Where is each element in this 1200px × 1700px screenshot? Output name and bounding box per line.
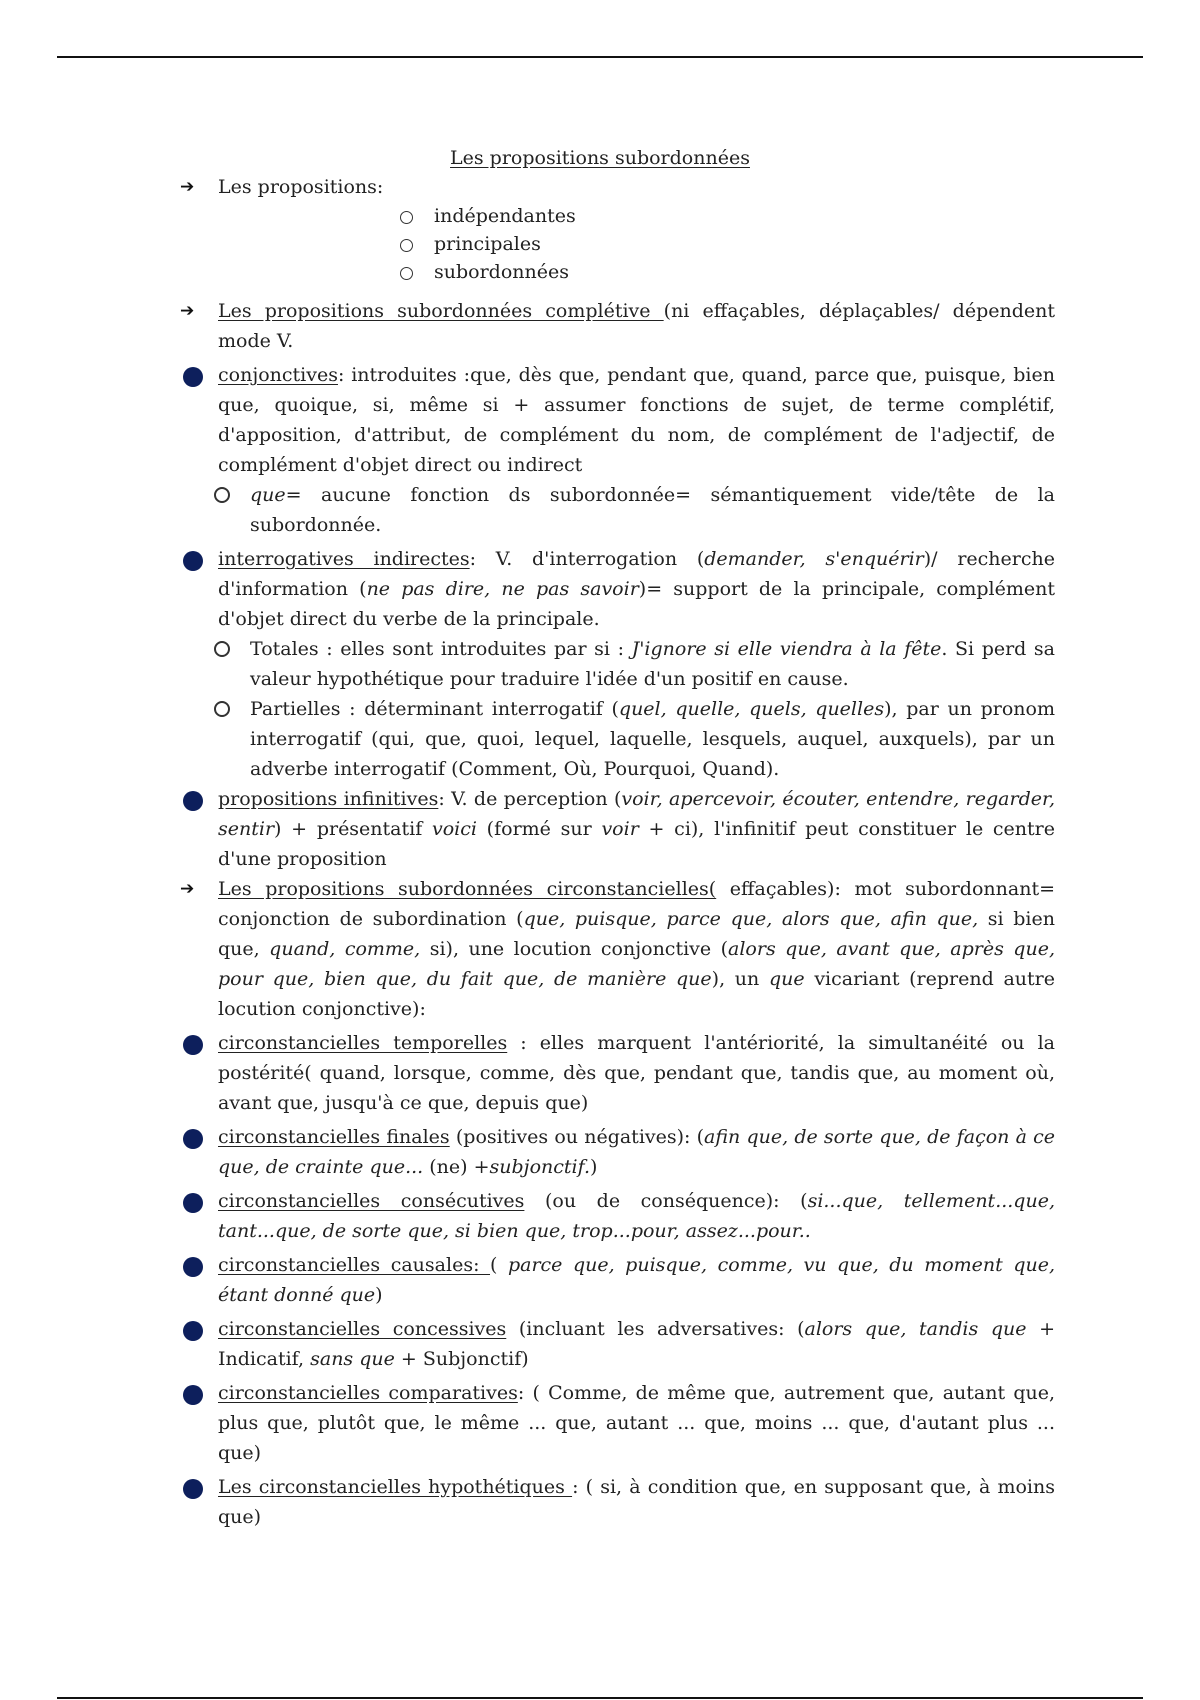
completives-heading: Les propositions subordonnées complétive [218,300,664,322]
document-body [180,172,1055,1532]
comparatives-term: circonstancielles comparatives [218,1382,518,1404]
conjonctives-item: conjonctives: introduites :que, dès que, pendant que, quand, parce que, puisque, bien que, quoique, si, même si + assumer fonctions de sujet, de terme complétif, d'apposition, d'attribut, de complément du nom, de complément de l'adjectif, de complément d'objet direct ou indirect [180,360,1055,480]
consecutives-term: circonstancielles consécutives [218,1190,525,1212]
list-item: indépendantes [400,202,1055,230]
hypothetiques-item: Les circonstancielles hypothétiques : ( si, à condition que, en supposant que, à moins que) [180,1472,1055,1532]
finales-term: circonstancielles finales [218,1126,450,1148]
proposition-types-list [400,202,1055,286]
interrogatives-item: interrogatives indirectes: V. d'interrogation (demander, s'enquérir)/ recherche d'information (ne pas dire, ne pas savoir)= support de la principale, complément d'objet direct du verbe de la principale. [180,544,1055,634]
infinitives-item: propositions infinitives: V. de perception (voir, apercevoir, écouter, entendre, regarder, sentir) + présentatif voici (formé sur voir + ci), l'infinitif peut constituer le centre d'une proposition [180,784,1055,874]
intro-item [180,172,1055,202]
hypothetiques-term: Les circonstancielles hypothétiques [218,1476,573,1498]
dot-bullet-icon [183,1321,203,1341]
arrow-icon: ➔ [180,879,195,899]
page-title: Les propositions subordonnées [450,147,750,169]
totales-subitem: Totales : elles sont introduites par si : J'ignore si elle viendra à la fête. Si perd sa valeur hypothétique pour traduire l'idée d'un positif en cause. [214,634,1055,694]
concessives-term: circonstancielles concessives [218,1318,507,1340]
dot-bullet-icon [183,791,203,811]
dot-bullet-icon [183,1385,203,1405]
circle-bullet-icon [400,211,413,224]
temporelles-term: circonstancielles temporelles [218,1032,508,1054]
circle-bullet-icon [400,239,413,252]
circonstancielles-item: ➔ Les propositions subordonnées circonstancielles( effaçables): mot subordonnant= conjonction de subordination (que, puisque, parce que, alors que, afin que, si bien que, quand, comme, si), une locution conjonctive (alors que, avant que, après que, pour que, bien que, du fait que, de manière que), un que vicariant (reprend autre locution conjonctive): [180,874,1055,1024]
dot-bullet-icon [183,1193,203,1213]
causales-item: circonstancielles causales: ( parce que, puisque, comme, vu que, du moment que, étant donné que) [180,1250,1055,1310]
infinitives-term: propositions infinitives [218,788,439,810]
interrogatives-term: interrogatives indirectes [218,548,470,570]
dot-bullet-icon [183,1257,203,1277]
dot-bullet-icon [183,551,203,571]
circle-bullet-icon [400,267,413,280]
circle-bullet-icon [214,701,230,717]
finales-item: circonstancielles finales (positives ou négatives): (afin que, de sorte que, de façon à ce que, de crainte que... (ne) +subjonctif.) [180,1122,1055,1182]
consecutives-item: circonstancielles consécutives (ou de conséquence): (si...que, tellement...que, tant...que, de sorte que, si bien que, trop...pour, assez...pour.. [180,1186,1055,1246]
circonstancielles-heading: Les propositions subordonnées circonstancielles( [218,878,717,900]
circle-bullet-icon [214,487,230,503]
arrow-icon: ➔ [180,177,195,197]
dot-bullet-icon [183,1479,203,1499]
completives-item: ➔ Les propositions subordonnées complétive (ni effaçables, déplaçables/ dépendent mode V. [180,296,1055,356]
concessives-item: circonstancielles concessives (incluant les adversatives: (alors que, tandis que + Indicatif, sans que + Subjonctif) [180,1314,1055,1374]
conjonctives-term: conjonctives [218,364,338,386]
arrow-icon: ➔ [180,301,195,321]
circle-bullet-icon [214,641,230,657]
comparatives-item: circonstancielles comparatives: ( Comme, de même que, autrement que, autant que, plus que, plutôt que, le même ... que, autant ... que, moins ... que, d'autant plus ... que) [180,1378,1055,1468]
list-item: principales [400,230,1055,258]
partielles-subitem: Partielles : déterminant interrogatif (quel, quelle, quels, quelles), par un pronom interrogatif (qui, que, quoi, lequel, laquelle, lesquels, auquel, auxquels), par un adverbe interrogatif (Comment, Où, Pourquoi, Quand). [214,694,1055,784]
temporelles-item: circonstancielles temporelles : elles marquent l'antériorité, la simultanéité ou la postérité( quand, lorsque, comme, dès que, pendant que, tandis que, au moment où, avant que, jusqu'à ce que, depuis que) [180,1028,1055,1118]
conjonctives-subitem: que= aucune fonction ds subordonnée= sémantiquement vide/tête de la subordonnée. [214,480,1055,540]
bottom-rule [57,1697,1143,1699]
intro-label: Les propositions: [218,176,384,198]
list-item: subordonnées [400,258,1055,286]
top-rule [57,56,1143,58]
causales-term: circonstancielles causales: [218,1254,491,1276]
dot-bullet-icon [183,1035,203,1055]
dot-bullet-icon [183,367,203,387]
dot-bullet-icon [183,1129,203,1149]
